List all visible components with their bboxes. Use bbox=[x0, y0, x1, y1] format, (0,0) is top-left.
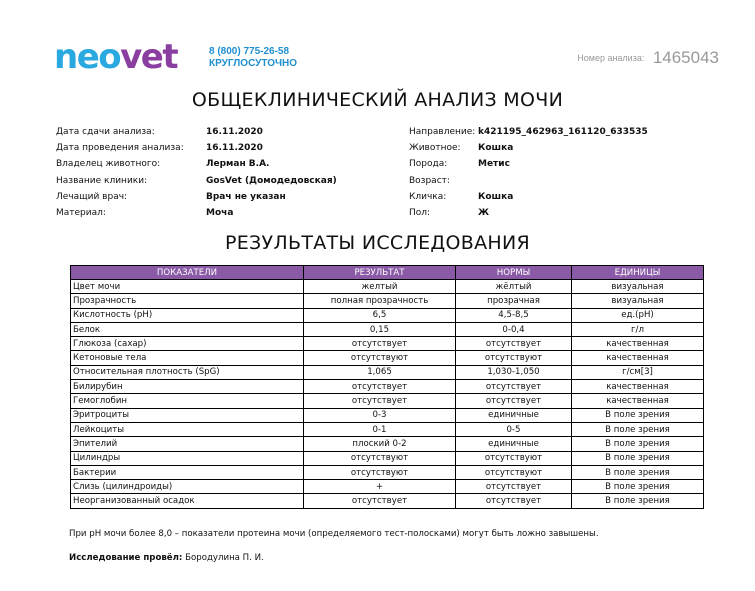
logo-part-neo: neo bbox=[54, 37, 121, 77]
info-value: Моча bbox=[206, 208, 234, 219]
info-value: GosVet (Домодедовская) bbox=[206, 175, 337, 186]
cell-norm: единичные bbox=[456, 408, 572, 422]
table-row bbox=[71, 451, 704, 465]
cell-units: В поле зрения bbox=[572, 451, 704, 465]
table-row bbox=[71, 294, 704, 308]
cell-result: 6,5 bbox=[304, 308, 456, 322]
info-label: Владелец животного: bbox=[56, 159, 161, 170]
info-value: Кошка bbox=[478, 191, 514, 202]
cell-norm: отсутствует bbox=[456, 337, 572, 351]
info-row bbox=[409, 124, 648, 140]
page-title: ОБЩЕКЛИНИЧЕСКИЙ АНАЛИЗ МОЧИ bbox=[191, 89, 564, 111]
header-row bbox=[71, 266, 704, 280]
cell-norm: жёлтый bbox=[456, 280, 572, 294]
col-header-indicator: ПОКАЗАТЕЛИ bbox=[71, 266, 304, 280]
cell-indicator: Кетоновые тела bbox=[71, 351, 304, 365]
cell-indicator: Эпителий bbox=[71, 437, 304, 451]
info-value: Врач не указан bbox=[206, 191, 286, 202]
info-right bbox=[409, 124, 648, 221]
cell-indicator: Гемоглобин bbox=[71, 394, 304, 408]
analysis-number-block bbox=[577, 48, 719, 68]
cell-result: отсутствуют bbox=[304, 465, 456, 479]
cell-result: отсутствует bbox=[304, 394, 456, 408]
info-label: Порода: bbox=[409, 159, 448, 170]
info-row bbox=[409, 173, 648, 189]
info-value: Лерман В.А. bbox=[206, 159, 270, 170]
info-label: Лечащий врач: bbox=[56, 191, 128, 202]
contact-block bbox=[209, 46, 297, 70]
conducted-by bbox=[69, 553, 264, 563]
cell-result: 0-1 bbox=[304, 422, 456, 436]
info-row bbox=[56, 124, 337, 140]
info-label: Название клиники: bbox=[56, 175, 148, 186]
cell-result: 1,065 bbox=[304, 365, 456, 379]
table-row bbox=[71, 408, 704, 422]
cell-norm: 0-0,4 bbox=[456, 322, 572, 336]
cell-indicator: Цвет мочи bbox=[71, 280, 304, 294]
info-label: Дата сдачи анализа: bbox=[56, 127, 155, 137]
cell-norm: отсутствует bbox=[456, 480, 572, 494]
table-row bbox=[71, 394, 704, 408]
table-row bbox=[71, 322, 704, 336]
cell-result: полная прозрачность bbox=[304, 294, 456, 308]
table-row bbox=[71, 422, 704, 436]
info-label: Пол: bbox=[409, 208, 431, 219]
info-row bbox=[409, 140, 648, 156]
info-label: Животное: bbox=[409, 143, 461, 154]
info-row bbox=[56, 156, 337, 172]
cell-indicator: Слизь (цилиндроиды) bbox=[71, 480, 304, 494]
cell-norm: единичные bbox=[456, 437, 572, 451]
conducted-label: Исследование провёл: bbox=[69, 553, 183, 563]
cell-indicator: Эритроциты bbox=[71, 408, 304, 422]
cell-result: 0,15 bbox=[304, 322, 456, 336]
cell-result: 0-3 bbox=[304, 408, 456, 422]
cell-norm: отсутствует bbox=[456, 380, 572, 394]
table-row bbox=[71, 337, 704, 351]
cell-units: В поле зрения bbox=[572, 494, 704, 508]
info-row bbox=[56, 189, 337, 205]
cell-indicator: Относительная плотность (SpG) bbox=[71, 365, 304, 379]
cell-units: В поле зрения bbox=[572, 465, 704, 479]
cell-indicator: Кислотность (pH) bbox=[71, 308, 304, 322]
cell-result: желтый bbox=[304, 280, 456, 294]
results-table-header bbox=[71, 266, 704, 280]
info-label: Направление: bbox=[409, 127, 476, 137]
cell-result: + bbox=[304, 480, 456, 494]
info-label: Кличка: bbox=[409, 191, 447, 202]
cell-norm: 1,030-1,050 bbox=[456, 365, 572, 379]
info-value: Метис bbox=[478, 159, 510, 170]
cell-norm: 4,5-8,5 bbox=[456, 308, 572, 322]
cell-units: В поле зрения bbox=[572, 437, 704, 451]
col-header-norm: НОРМЫ bbox=[456, 266, 572, 280]
table-row bbox=[71, 465, 704, 479]
cell-norm: отсутствуют bbox=[456, 451, 572, 465]
info-row bbox=[409, 189, 648, 205]
cell-units: г/см[3] bbox=[572, 365, 704, 379]
col-header-result: РЕЗУЛЬТАТ bbox=[304, 266, 456, 280]
info-row bbox=[56, 205, 337, 221]
analysis-number: 1465043 bbox=[652, 48, 719, 67]
info-row bbox=[56, 140, 337, 156]
cell-norm: прозрачная bbox=[456, 294, 572, 308]
info-label: Возраст: bbox=[409, 175, 450, 186]
cell-indicator: Лейкоциты bbox=[71, 422, 304, 436]
cell-indicator: Глюкоза (сахар) bbox=[71, 337, 304, 351]
info-row bbox=[56, 173, 337, 189]
cell-norm: 0-5 bbox=[456, 422, 572, 436]
col-header-units: ЕДИНИЦЫ bbox=[572, 266, 704, 280]
cell-result: плоский 0-2 bbox=[304, 437, 456, 451]
cell-units: качественная bbox=[572, 380, 704, 394]
info-value: k421195_462963_161120_633535 bbox=[478, 127, 648, 137]
neovet-logo bbox=[54, 37, 178, 77]
cell-indicator: Бактерии bbox=[71, 465, 304, 479]
cell-units: В поле зрения bbox=[572, 408, 704, 422]
info-value: Кошка bbox=[478, 143, 514, 154]
cell-units: качественная bbox=[572, 337, 704, 351]
info-left bbox=[56, 124, 337, 221]
cell-norm: отсутствуют bbox=[456, 465, 572, 479]
cell-result: отсутствует bbox=[304, 380, 456, 394]
cell-units: г/л bbox=[572, 322, 704, 336]
table-row bbox=[71, 494, 704, 508]
table-row bbox=[71, 437, 704, 451]
cell-norm: отсутствует bbox=[456, 494, 572, 508]
table-row bbox=[71, 480, 704, 494]
cell-result: отсутствует bbox=[304, 494, 456, 508]
results-table-body bbox=[71, 280, 704, 509]
cell-units: визуальная bbox=[572, 294, 704, 308]
footnote: При pH мочи более 8,0 – показатели протеина мочи (определяемого тест-полосками) могут быть ложно завышены. bbox=[69, 529, 599, 539]
cell-indicator: Прозрачность bbox=[71, 294, 304, 308]
results-title: РЕЗУЛЬТАТЫ ИССЛЕДОВАНИЯ bbox=[224, 232, 531, 254]
table-row bbox=[71, 365, 704, 379]
cell-indicator: Цилиндры bbox=[71, 451, 304, 465]
cell-indicator: Билирубин bbox=[71, 380, 304, 394]
cell-indicator: Неорганизованный осадок bbox=[71, 494, 304, 508]
info-value: Ж bbox=[478, 208, 490, 219]
cell-result: отсутствует bbox=[304, 337, 456, 351]
table-row bbox=[71, 380, 704, 394]
info-value: 16.11.2020 bbox=[206, 143, 263, 154]
analysis-number-label: Номер анализа: bbox=[577, 53, 645, 63]
logo-part-vet: vet bbox=[120, 37, 178, 77]
info-row bbox=[409, 156, 648, 172]
cell-units: качественная bbox=[572, 351, 704, 365]
cell-units: В поле зрения bbox=[572, 422, 704, 436]
info-label: Дата проведения анализа: bbox=[56, 143, 184, 154]
cell-norm: отсутствует bbox=[456, 394, 572, 408]
info-label: Материал: bbox=[56, 208, 106, 219]
cell-indicator: Белок bbox=[71, 322, 304, 336]
cell-norm: отсутствуют bbox=[456, 351, 572, 365]
cell-units: визуальная bbox=[572, 280, 704, 294]
info-value: 16.11.2020 bbox=[206, 127, 263, 137]
results-table bbox=[70, 265, 704, 509]
cell-units: качественная bbox=[572, 394, 704, 408]
phone-number: 8 (800) 775-26-58 bbox=[209, 46, 290, 57]
table-row bbox=[71, 351, 704, 365]
cell-units: В поле зрения bbox=[572, 480, 704, 494]
cell-result: отсутствуют bbox=[304, 351, 456, 365]
table-row bbox=[71, 280, 704, 294]
table-row bbox=[71, 308, 704, 322]
cell-result: отсутствуют bbox=[304, 451, 456, 465]
hours-label: КРУГЛОСУТОЧНО bbox=[209, 58, 298, 69]
info-row bbox=[409, 205, 648, 221]
cell-units: ед.(pH) bbox=[572, 308, 704, 322]
conducted-value: Бородулина П. И. bbox=[182, 553, 264, 563]
